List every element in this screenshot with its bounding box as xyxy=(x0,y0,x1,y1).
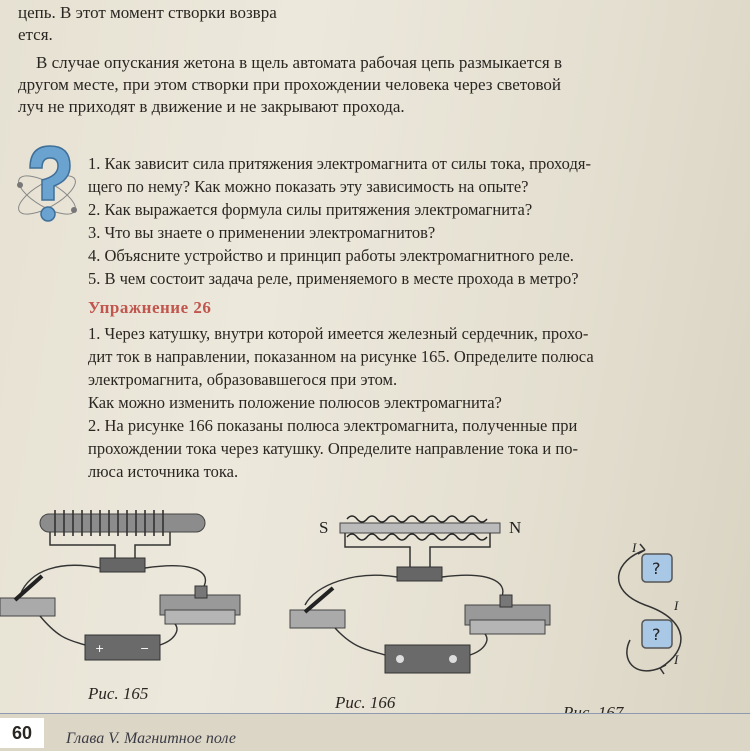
question-item: 5. В чем состоит задача реле, применяемого в месте прохода в метро? xyxy=(88,269,579,288)
pole-n-label: N xyxy=(509,518,522,537)
exercise-line: Как можно изменить положение полюсов электромагнита? xyxy=(88,393,502,412)
exercise-line: прохождении тока через катушку. Определите направление тока и по- xyxy=(88,439,578,458)
question-item: 4. Объясните устройство и принцип работы электромагнитного реле. xyxy=(88,246,574,265)
question-item: 3. Что вы знаете о применении электромагнитов? xyxy=(88,223,436,242)
exercise-line: электромагнита, образовавшегося при этом. xyxy=(88,370,398,389)
questions-list xyxy=(88,152,708,290)
question-item: 2. Как выражается формула силы притяжения электромагнита? xyxy=(88,200,533,219)
figure-166-circuit xyxy=(285,505,585,690)
page-number: 60 xyxy=(0,718,44,748)
figure-165-circuit xyxy=(0,500,260,680)
text-line: ется. xyxy=(18,25,53,44)
exercise-title: Упражнение 26 xyxy=(88,298,212,317)
current-label-middle: I xyxy=(674,598,679,613)
current-label-top: I xyxy=(632,540,637,555)
figure-165-caption: Рис. 165 xyxy=(88,684,149,703)
figure-166-caption: Рис. 166 xyxy=(335,693,396,712)
figure-167-diagram xyxy=(600,540,720,680)
exercise-line: люса источника тока. xyxy=(88,462,239,481)
question-item: щего по нему? Как можно показать эту зависимость на опыте? xyxy=(88,177,529,196)
pole-s-label: S xyxy=(319,518,329,537)
question-item: 1. Как зависит сила притяжения электромагнита от силы тока, проходя- xyxy=(88,154,591,173)
top-box-question: ? xyxy=(652,559,661,578)
text-line: луч не приходят в движение и не закрывают прохода. xyxy=(18,97,405,116)
exercise-line: 1. Через катушку, внутри которой имеется железный сердечник, прохо- xyxy=(88,324,589,343)
text-line: В случае опускания жетона в щель автомата рабочая цепь размыкается в xyxy=(36,53,562,72)
battery-minus-label: − xyxy=(140,642,150,655)
battery-plus-label: + xyxy=(95,642,105,655)
text-line: цепь. В этот момент створки возвра xyxy=(18,3,277,22)
exercise-line: 2. На рисунке 166 показаны полюса электромагнита, полученные при xyxy=(88,416,578,435)
current-label-bottom: I xyxy=(674,652,679,667)
text-line: другом месте, при этом створки при прохождении человека через световой xyxy=(18,75,561,94)
chapter-title: Глава V. Магнитное поле xyxy=(66,730,236,747)
top-paragraph xyxy=(18,2,718,118)
bottom-box-question: ? xyxy=(652,625,661,644)
exercise-text xyxy=(88,322,708,483)
question-mark-icon xyxy=(12,140,82,235)
exercise-line: дит ток в направлении, показанном на рисунке 165. Определите полюса xyxy=(88,347,594,366)
